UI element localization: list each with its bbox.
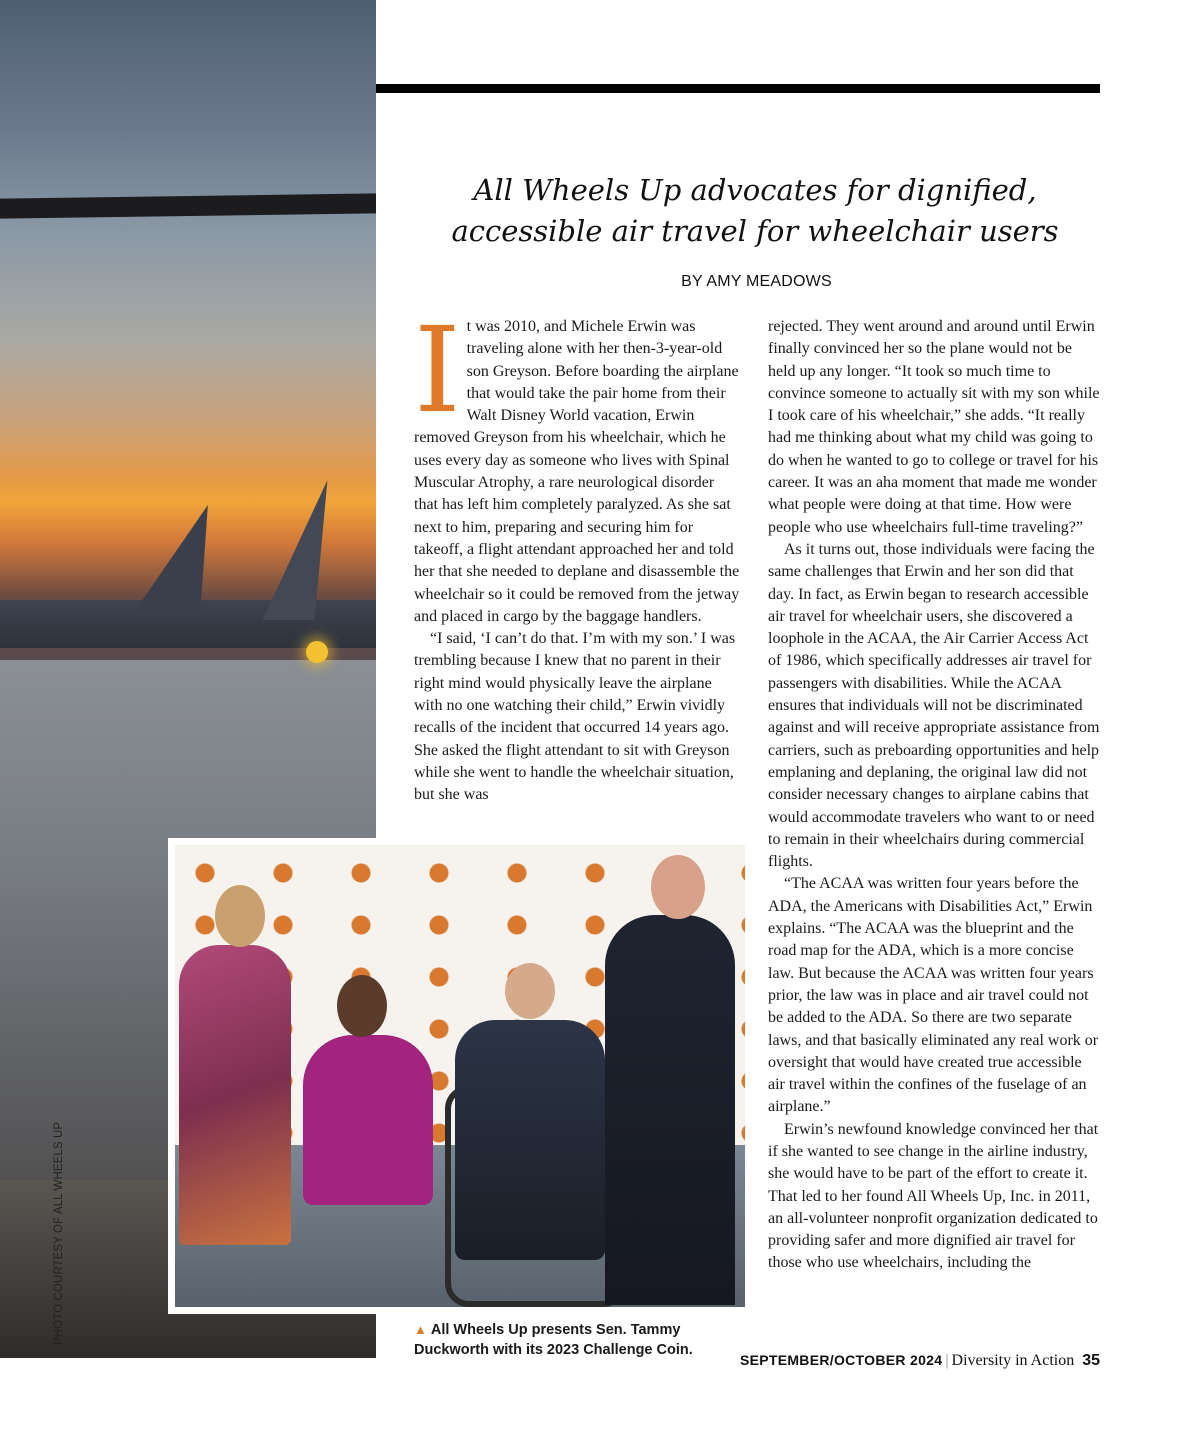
column-1 xyxy=(414,301,742,807)
headline-line-1: All Wheels Up advocates for dignified, xyxy=(473,173,1037,207)
airplane-tail xyxy=(132,505,236,615)
headline xyxy=(420,170,1090,252)
drop-cap: I xyxy=(414,301,461,439)
paragraph: “The ACAA was written four years before the ADA, the Americans with Disabilities Act,” Erwin explains. “The ACAA was the blueprint and the road map for the ADA, which is a more concise law. But because the ACAA was written four years prior, the law was in place and air travel could not be added to the ADA. So there are two separate laws, and that basically eliminated any real work or oversight that would have created true accessible air travel within the confines of the fuselage of an airplane.” xyxy=(768,875,1099,1116)
person-senator xyxy=(303,1035,433,1205)
photo-credit: PHOTO COURTESY OF ALL WHEELS UP xyxy=(53,1121,65,1345)
caption-triangle-icon: ▲ xyxy=(414,1322,427,1337)
event-photo xyxy=(168,838,752,1314)
paragraph xyxy=(414,301,742,628)
paragraph: Erwin’s newfound knowledge convinced her that if she wanted to see change in the airline industry, she would have to be part of the effort to create it. That led to her found All Wheels Up, Inc. in 2011, an all-volunteer nonprofit organization dedicated to providing safer and more dignified air travel for those who use wheelchairs, including the xyxy=(768,1120,1099,1272)
airplane-tail xyxy=(263,480,350,620)
caption-text: All Wheels Up presents Sen. Tammy Duckworth with its 2023 Challenge Coin. xyxy=(414,1322,693,1358)
column-2 xyxy=(768,316,1100,1275)
person-head xyxy=(215,885,265,947)
window-frame xyxy=(0,193,376,218)
person-young-man xyxy=(455,1020,605,1260)
paragraph: “I said, ‘I can’t do that. I’m with my son.’ I was trembling because I knew that no parent in their right mind would physically leave the airplane with no one watching their child,” Erwin vividly recalls of the incident that occurred 14 years ago. She asked the flight attendant to sit with Greyson while she went to handle the wheelchair situation, but she was xyxy=(414,630,736,804)
person-head xyxy=(651,855,705,919)
event-photo-image xyxy=(175,845,745,1307)
issue-date: SEPTEMBER/OCTOBER 2024 xyxy=(739,1352,943,1368)
headline-line-2: accessible air travel for wheelchair users xyxy=(451,214,1059,248)
paragraph: rejected. They went around and around until Erwin finally convinced her so the plane would not be held up any longer. “It took so much time to convince someone to actually sit with my son while I took care of his wheelchair,” she adds. “It really had me thinking about what my child was going to do when he wanted to go to college or travel for his career. It was an aha moment that made me wonder what people were doing at that time. How were people who use wheelchairs full-time traveling?” xyxy=(768,318,1100,536)
runway-light xyxy=(306,641,328,663)
photo-caption xyxy=(414,1320,744,1360)
magazine-name: Diversity in Action xyxy=(951,1352,1075,1369)
person-head xyxy=(337,975,387,1037)
top-rule xyxy=(376,84,1100,93)
person-man-right xyxy=(605,915,735,1305)
person-head xyxy=(505,963,555,1019)
page-footer xyxy=(700,1352,1100,1370)
person-woman-left xyxy=(179,945,291,1245)
footer-separator: | xyxy=(945,1352,949,1369)
paragraph-text: t was 2010, and Michele Erwin was traveling alone with her then-3-year-old son Greyson. Before boarding the airplane that would take the pair home from their Walt Disney World vacation, Erwin removed Greyson from his wheelchair, which he uses every day as someone who lives with Spinal Muscular Atrophy, a rare neurological disorder that has left him completely paralyzed. As she sat next to him, preparing and securing him for takeoff, a flight attendant approached her and told her that she needed to deplane and disassemble the wheelchair so it could be removed from the jetway and placed in cargo by the baggage handlers. xyxy=(414,318,740,625)
byline: BY AMY MEADOWS xyxy=(681,273,832,290)
page-number: 35 xyxy=(1082,1352,1100,1369)
paragraph: As it turns out, those individuals were facing the same challenges that Erwin and her son did that day. In fact, as Erwin began to research accessible air travel for wheelchair users, she discovered a loophole in the ACAA, the Air Carrier Access Act of 1986, which specifically addresses air travel for passengers with disabilities. While the ACAA ensures that individuals will not be discriminated against and will receive appropriate assistance from carriers, such as preboarding opportunities and help emplaning and deplaning, the original law did not consider necessary changes to airplane cabins that would accommodate travelers who want to or need to remain in their wheelchairs during commercial flights. xyxy=(768,540,1100,871)
